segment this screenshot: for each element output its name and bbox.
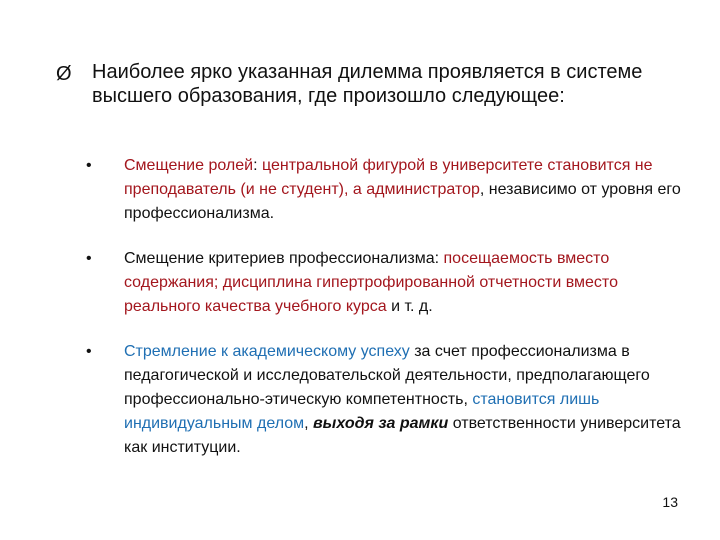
text-span: и т. д. <box>386 298 433 315</box>
text-span: Смещение критериев профессионализма: <box>124 250 444 267</box>
sub-point-criteria-shift <box>86 247 686 319</box>
text-span: за счет профессионализма в педагогической и исследовательской деятельности, предполагающего профессионально-этическую компетентность, <box>124 343 650 408</box>
text-span-blue: становится лишь индивидуальным делом <box>124 391 600 432</box>
text-span: : <box>253 157 262 174</box>
text-span: , <box>304 415 313 432</box>
sub-point-text <box>124 154 686 226</box>
text-span-accent: Смещение ролей <box>124 157 254 174</box>
bullet-dot-icon: • <box>86 157 92 174</box>
sub-point-text <box>124 340 686 460</box>
text-span: , независимо от уровня его профессионализма. <box>124 181 681 222</box>
text-span-bold-italic: выходя за рамки <box>313 415 449 432</box>
bullet-dot-icon: • <box>86 343 92 360</box>
text-span-accent: посещаемость вместо содержания; дисциплина гипертрофированной отчетности вместо реального качества учебного курса <box>124 250 618 315</box>
text-span-accent: центральной фигурой в университете становится не преподаватель (и не студент), а администратор <box>124 157 653 198</box>
page-number: 13 <box>662 494 678 510</box>
sub-point-list <box>86 154 686 481</box>
bullet-dot-icon: • <box>86 250 92 267</box>
sub-point-academic-success <box>86 340 686 460</box>
main-point-text: Наиболее ярко указанная дилемма проявляется в системе высшего образования, где произошло следующее: <box>92 61 643 107</box>
main-point <box>56 60 656 108</box>
text-span: ответственности университета как институции. <box>124 415 681 456</box>
arrow-bullet-icon: Ø <box>56 63 72 85</box>
text-span-blue: Стремление к академическому успеху <box>124 343 410 360</box>
sub-point-role-shift <box>86 154 686 226</box>
sub-point-text <box>124 247 686 319</box>
